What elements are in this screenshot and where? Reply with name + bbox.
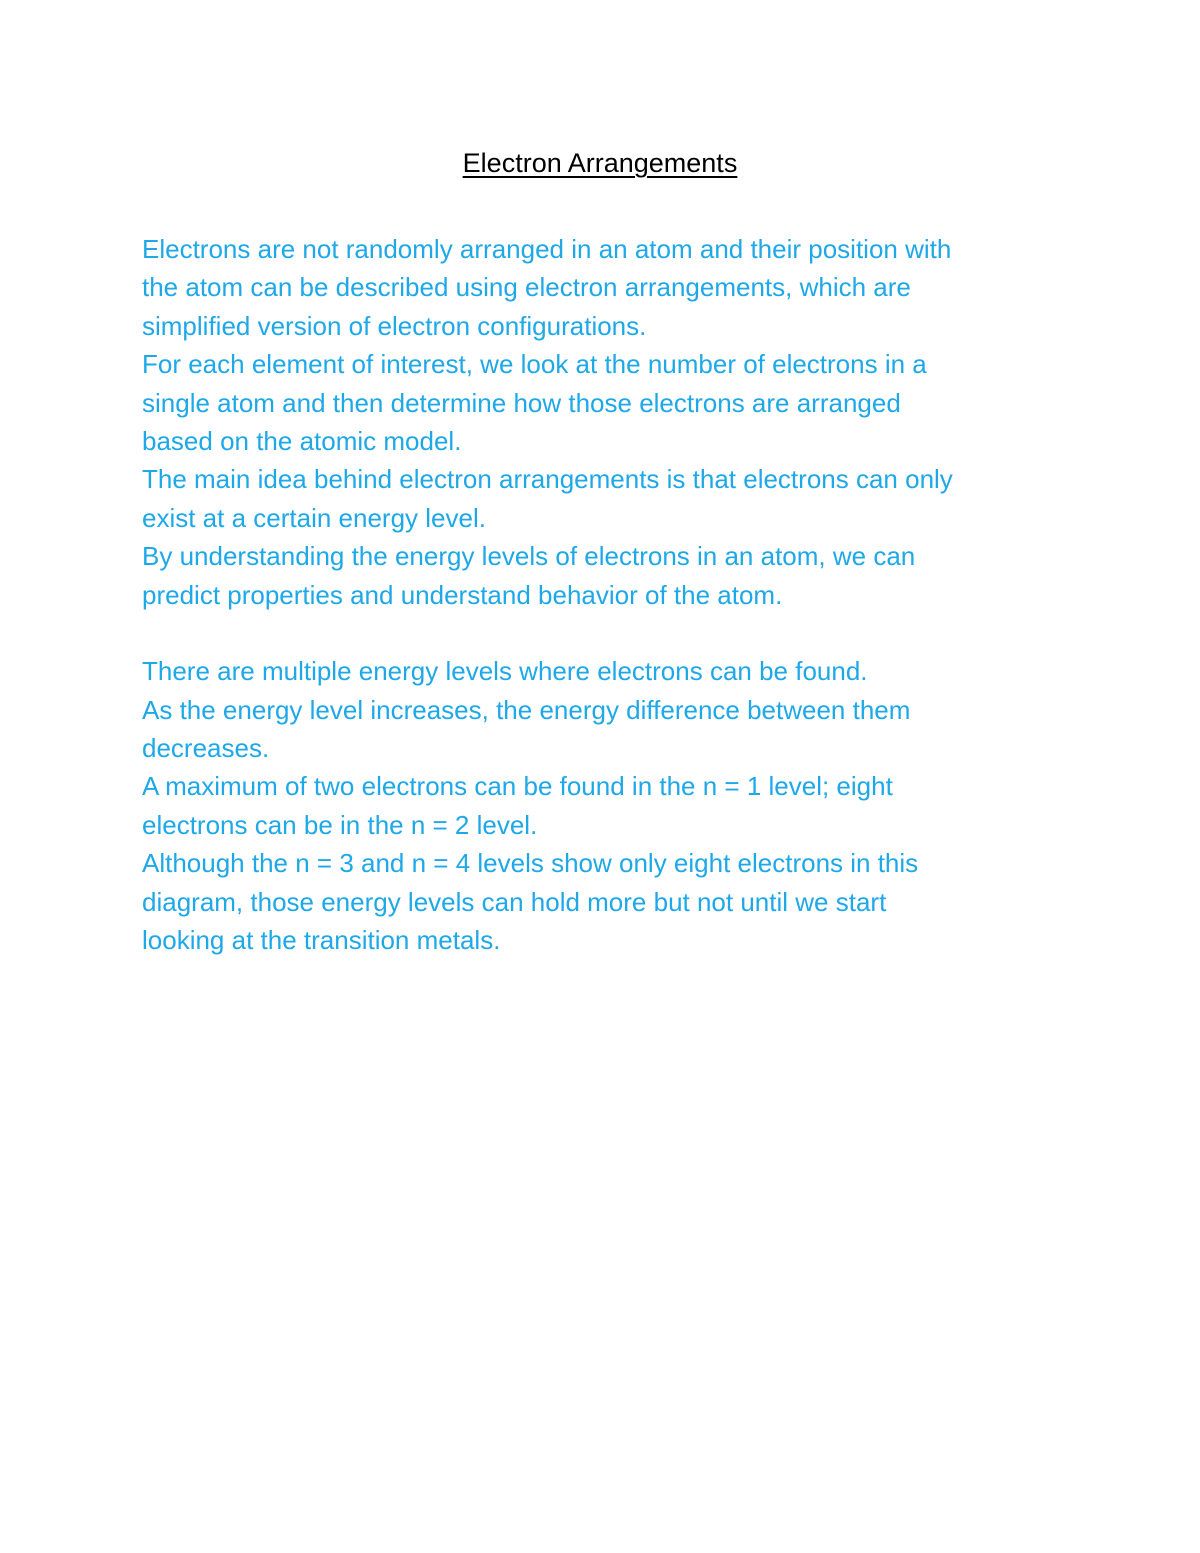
body-line: single atom and then determine how those electrons are arranged (142, 387, 901, 418)
body-line: looking at the transition metals. (142, 925, 501, 956)
body-line: For each element of interest, we look at the number of electrons in a (142, 349, 927, 380)
body-line: Electrons are not randomly arranged in an atom and their position with (142, 234, 952, 264)
body-line: By understanding the energy levels of electrons in an atom, we can (142, 541, 916, 572)
body-line: the atom can be described using electron arrangements, which are (142, 272, 911, 303)
document-body (142, 230, 1082, 959)
document-title: Electron Arrangements (462, 148, 738, 178)
body-line: A maximum of two electrons can be found in the n = 1 level; eight (142, 771, 893, 802)
body-line: The main idea behind electron arrangements is that electrons can only (142, 464, 953, 495)
paragraph-spacer (142, 614, 1082, 652)
body-line: based on the atomic model. (142, 425, 462, 456)
body-line: diagram, those energy levels can hold more but not until we start (142, 886, 887, 917)
body-line: There are multiple energy levels where electrons can be found. (142, 656, 868, 687)
body-line: As the energy level increases, the energy difference between them (142, 694, 911, 725)
body-line: decreases. (142, 733, 270, 764)
body-line: electrons can be in the n = 2 level. (142, 809, 538, 840)
body-line: exist at a certain energy level. (142, 502, 486, 533)
body-line: predict properties and understand behavior of the atom. (142, 579, 783, 610)
body-line: Although the n = 3 and n = 4 levels show only eight electrons in this (142, 848, 919, 879)
body-line: simplified version of electron configurations. (142, 310, 647, 341)
